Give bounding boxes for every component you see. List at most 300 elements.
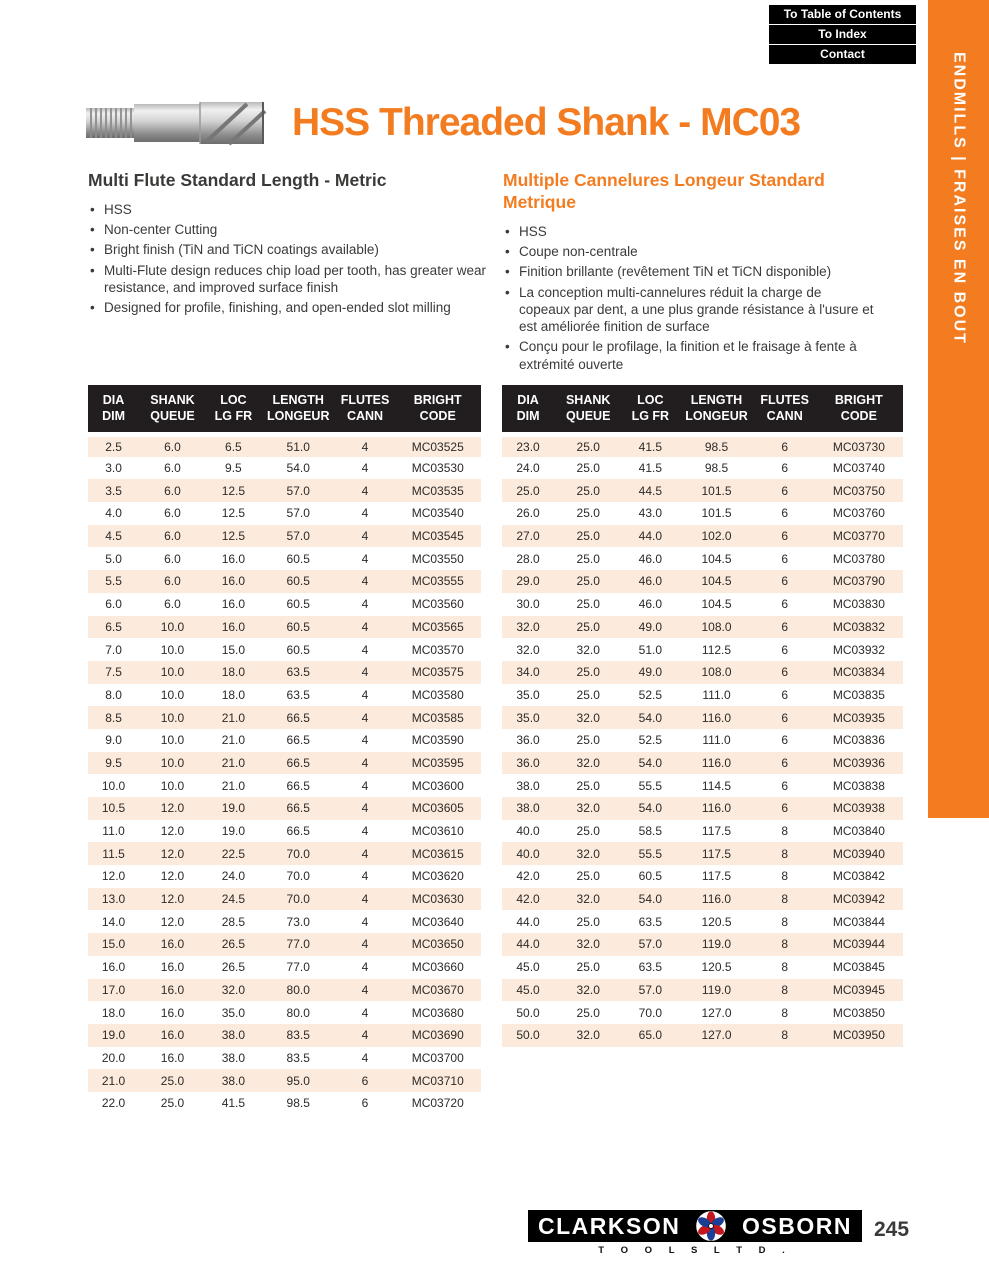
table-cell: 80.0 (286, 982, 310, 997)
table-cell: 2.5 (105, 439, 122, 454)
table-cell: 44.5 (638, 483, 663, 498)
bullet-item: • Finition brillante (revêtement TiN et TiCN disponible) (503, 263, 875, 280)
table-cell: 25.0 (576, 574, 600, 589)
bullet-item: • La conception multi-cannelures réduit la charge de copeaux par dent, a une plus grande résistance à l'usure et est améliorée finition de surface (503, 284, 875, 336)
table-cell: 25.0 (576, 439, 600, 454)
table-cell: 80.0 (286, 1005, 310, 1020)
table-cell: 16.0 (160, 1028, 185, 1043)
table-cell: 12.5 (221, 506, 246, 521)
table-cell: 25.0 (576, 665, 600, 680)
table-row (88, 752, 481, 775)
table-cell: MC03550 (411, 551, 464, 566)
table-cell: 10.0 (160, 710, 185, 725)
table-cell: MC03770 (832, 529, 885, 544)
table-cell: 54.0 (286, 461, 310, 476)
table-row (502, 525, 903, 548)
bullet-item: • Non-center Cutting (88, 221, 488, 238)
table-row (502, 774, 903, 797)
table-cell: 7.0 (105, 642, 122, 657)
table-cell: MC03670 (411, 982, 464, 997)
table-cell: 25.0 (576, 619, 600, 634)
table-cell: 21.0 (221, 778, 246, 793)
table-cell: 10.0 (160, 687, 185, 702)
table-cell: MC03944 (832, 937, 885, 952)
table-cell: 73.0 (286, 914, 310, 929)
page-title: HSS Threaded Shank - MC03 (292, 101, 801, 144)
table-cell: 54.0 (638, 710, 663, 725)
table-cell: 114.5 (701, 778, 732, 793)
table-row (502, 888, 903, 911)
table-cell: MC03530 (411, 461, 464, 476)
table-cell: MC03580 (411, 687, 464, 702)
table-column-header: FLUTES CANN (755, 385, 815, 434)
table-row (502, 842, 903, 865)
table-cell: 38.0 (221, 1073, 246, 1088)
table-cell: 24.5 (221, 892, 246, 907)
table-cell: 22.5 (221, 846, 246, 861)
table-cell: 21.0 (221, 710, 246, 725)
table-cell: 20.0 (101, 1050, 126, 1065)
table-cell: 4 (361, 597, 369, 612)
table-cell: 32.0 (576, 642, 600, 657)
table-cell: 63.5 (638, 960, 663, 975)
table-cell: 10.0 (160, 665, 185, 680)
table-cell: 60.5 (286, 574, 310, 589)
table-cell: 54.0 (638, 801, 663, 816)
table-cell: MC03640 (411, 914, 464, 929)
table-row (88, 842, 481, 865)
table-cell: 54.0 (638, 755, 663, 770)
table-cell: 25.0 (576, 687, 600, 702)
table-cell: 28.0 (516, 551, 540, 566)
table-cell: MC03555 (411, 574, 464, 589)
bullet-item: • Designed for profile, finishing, and open-ended slot milling (88, 299, 488, 316)
table-row (502, 547, 903, 570)
table-cell: 14.0 (101, 914, 126, 929)
table-column-header: SHANK QUEUE (139, 385, 206, 434)
table-cell: MC03936 (832, 755, 885, 770)
table-row (88, 457, 481, 480)
table-cell: 4 (361, 574, 369, 589)
table-cell: 8 (781, 869, 788, 884)
table-cell: 4 (361, 824, 369, 839)
table-cell: 60.5 (286, 551, 310, 566)
page-number: 245 (874, 1218, 910, 1241)
table-cell: 4 (361, 506, 369, 521)
table-cell: 6.0 (164, 574, 181, 589)
table-cell: MC03790 (832, 574, 885, 589)
table-cell: 46.0 (638, 551, 663, 566)
table-cell: 111.0 (702, 687, 731, 702)
table-cell: 4 (361, 892, 369, 907)
nav-contact-button[interactable]: Contact (769, 45, 916, 64)
table-cell: 58.5 (638, 824, 663, 839)
table-cell: 4 (361, 960, 369, 975)
table-cell: 51.0 (286, 439, 310, 454)
table-column-header: SHANK QUEUE (554, 385, 622, 434)
table-cell: 52.5 (638, 687, 663, 702)
table-cell: 4 (361, 778, 369, 793)
table-cell: 57.0 (638, 982, 663, 997)
table-cell: 6 (781, 461, 788, 476)
table-row (502, 956, 903, 979)
table-row (88, 502, 481, 525)
table-cell: 16.0 (221, 574, 246, 589)
table-cell: 6 (781, 506, 788, 521)
table-cell: 11.5 (102, 846, 125, 861)
section-heading-english: Multi Flute Standard Length - Metric (88, 170, 387, 190)
table-cell: 5.0 (105, 551, 122, 566)
table-cell: 6 (781, 439, 788, 454)
table-cell: 8 (781, 824, 788, 839)
table-cell: MC03620 (411, 869, 464, 884)
table-cell: MC03535 (411, 483, 464, 498)
table-cell: 6 (781, 755, 788, 770)
table-cell: 6 (781, 665, 788, 680)
table-cell: 38.0 (516, 778, 540, 793)
table-cell: 10.0 (160, 778, 185, 793)
table-cell: 29.0 (516, 574, 540, 589)
table-cell: 63.5 (638, 914, 663, 929)
table-row (502, 820, 903, 843)
nav-table-of-contents-button[interactable]: To Table of Contents (769, 5, 916, 24)
table-row (502, 457, 903, 480)
table-cell: 4 (361, 642, 369, 657)
table-cell: 6 (781, 687, 788, 702)
table-cell: 55.5 (638, 846, 663, 861)
table-cell: 98.5 (286, 1096, 310, 1111)
nav-index-button[interactable]: To Index (769, 25, 916, 44)
table-row (502, 729, 903, 752)
table-cell: 10.0 (160, 619, 185, 634)
table-cell: 16.0 (221, 551, 246, 566)
table-cell: 26.5 (221, 960, 246, 975)
table-cell: 41.5 (638, 461, 663, 476)
table-cell: 8.0 (105, 687, 122, 702)
section-tab-endmills (928, 0, 989, 818)
nav-buttons (769, 5, 916, 65)
table-cell: MC03740 (832, 461, 885, 476)
table-row (502, 570, 903, 593)
table-cell: 83.5 (286, 1028, 310, 1043)
table-cell: 3.0 (105, 461, 122, 476)
table-cell: MC03940 (832, 846, 885, 861)
table-cell: MC03836 (832, 733, 885, 748)
table-cell: 108.0 (701, 619, 732, 634)
table-cell: 35.0 (516, 710, 540, 725)
table-row (88, 706, 481, 729)
table-cell: 66.5 (286, 801, 310, 816)
table-cell: 6.0 (164, 439, 181, 454)
table-row (502, 684, 903, 707)
table-cell: MC03830 (832, 597, 885, 612)
table-cell: 21.0 (221, 733, 246, 748)
table-cell: 6 (781, 801, 788, 816)
table-row (502, 752, 903, 775)
table-cell: 4.0 (105, 506, 122, 521)
table-cell: 66.5 (286, 733, 310, 748)
description-english (88, 170, 488, 319)
table-cell: 12.0 (160, 869, 185, 884)
table-row (502, 434, 903, 457)
table-row (88, 638, 481, 661)
table-cell: 116.0 (701, 710, 732, 725)
table-cell: 54.0 (638, 892, 663, 907)
table-cell: 6 (361, 1096, 369, 1111)
table-cell: 16.0 (160, 982, 185, 997)
table-cell: MC03835 (832, 687, 885, 702)
bullet-item: • Bright finish (TiN and TiCN coatings available) (88, 241, 488, 258)
table-cell: 116.0 (701, 801, 732, 816)
table-cell: 25.0 (516, 483, 540, 498)
table-cell: 10.5 (101, 801, 126, 816)
table-column-header: LENGTH LONGEUR (261, 385, 336, 434)
table-cell: 10.0 (160, 642, 185, 657)
table-cell: 70.0 (286, 892, 310, 907)
table-row (88, 1001, 481, 1024)
table-cell: 25.0 (576, 869, 600, 884)
table-cell: MC03710 (411, 1073, 464, 1088)
table-row (88, 979, 481, 1002)
table-cell: 8 (781, 846, 788, 861)
table-cell: 26.5 (221, 937, 246, 952)
table-cell: 117.5 (701, 824, 732, 839)
table-row (88, 525, 481, 548)
table-cell: 22.0 (101, 1096, 126, 1111)
bullet-item: • Multi-Flute design reduces chip load per tooth, has greater wear resistance, and improved surface finish (88, 262, 488, 297)
table-cell: 24.0 (516, 461, 540, 476)
table-cell: 10.0 (160, 755, 185, 770)
table-cell: 8 (781, 914, 788, 929)
table-row (502, 910, 903, 933)
table-cell: 15.0 (221, 642, 246, 657)
table-cell: 32.0 (516, 642, 540, 657)
table-cell: 8.5 (105, 710, 122, 725)
table-cell: 6 (781, 642, 788, 657)
table-cell: 3.5 (105, 483, 122, 498)
table-cell: MC03560 (411, 597, 464, 612)
table-cell: 6.0 (105, 597, 122, 612)
table-row (502, 797, 903, 820)
table-cell: 8 (781, 960, 788, 975)
table-cell: 12.0 (160, 914, 185, 929)
table-cell: 16.0 (101, 960, 126, 975)
table-row (88, 616, 481, 639)
table-cell: 4 (361, 1028, 369, 1043)
table-cell: MC03605 (411, 801, 464, 816)
table-cell: 119.0 (701, 937, 732, 952)
table-cell: 34.0 (516, 665, 540, 680)
table-cell: 16.0 (160, 1050, 185, 1065)
table-row (88, 570, 481, 593)
logo-osborn: OSBORN (742, 1212, 852, 1239)
table-cell: 6 (781, 710, 788, 725)
table-cell: 60.5 (638, 869, 663, 884)
table-row (502, 479, 903, 502)
table-row (502, 706, 903, 729)
table-cell: 6 (781, 619, 788, 634)
table-row (502, 638, 903, 661)
table-cell: 9.5 (225, 461, 242, 476)
table-cell: 120.5 (701, 960, 732, 975)
table-cell: 4 (361, 982, 369, 997)
table-cell: 19.0 (101, 1028, 126, 1043)
table-cell: MC03615 (411, 846, 464, 861)
table-cell: 108.0 (701, 665, 732, 680)
table-cell: MC03942 (832, 892, 885, 907)
bullet-item: • Coupe non-centrale (503, 243, 875, 260)
table-cell: 111.0 (702, 733, 731, 748)
table-cell: 43.0 (638, 506, 663, 521)
table-cell: 32.0 (576, 1028, 600, 1043)
table-cell: 41.5 (221, 1096, 246, 1111)
table-cell: MC03845 (832, 960, 885, 975)
table-cell: MC03585 (411, 710, 464, 725)
table-cell: 4 (361, 914, 369, 929)
table-column-header: DIA DIM (88, 385, 139, 434)
logo-bar (528, 1210, 862, 1242)
table-cell: MC03750 (832, 483, 885, 498)
table-cell: 4 (361, 461, 369, 476)
table-cell: 6 (361, 1073, 369, 1088)
table-row (502, 933, 903, 956)
table-row (88, 547, 481, 570)
table-cell: 19.0 (221, 824, 246, 839)
table-cell: 24.0 (221, 869, 246, 884)
table-row (88, 661, 481, 684)
table-cell: MC03932 (832, 642, 885, 657)
table-cell: MC03570 (411, 642, 464, 657)
table-cell: 35.0 (516, 687, 540, 702)
table-cell: 4 (361, 529, 369, 544)
table-cell: 25.0 (576, 733, 600, 748)
table-cell: 77.0 (286, 937, 310, 952)
table-cell: 4 (361, 687, 369, 702)
table-cell: 57.0 (286, 483, 310, 498)
table-cell: 12.0 (101, 869, 126, 884)
table-cell: 40.0 (516, 846, 540, 861)
table-cell: 83.5 (286, 1050, 310, 1065)
table-row (88, 684, 481, 707)
table-cell: 25.0 (576, 483, 600, 498)
table-cell: 4 (361, 1005, 369, 1020)
table-cell: MC03780 (832, 551, 885, 566)
logo-tools-ltd: T O O L S L T D . (598, 1245, 792, 1256)
table-cell: 4 (361, 665, 369, 680)
table-cell: 25.0 (576, 529, 600, 544)
table-cell: MC03730 (832, 439, 885, 454)
table-cell: MC03630 (411, 892, 464, 907)
table-row (502, 593, 903, 616)
logo-clarkson: CLARKSON (538, 1212, 681, 1239)
table-cell: 4 (361, 801, 369, 816)
table-cell: 15.0 (101, 937, 126, 952)
table-cell: 49.0 (638, 665, 663, 680)
table-cell: 46.0 (638, 597, 663, 612)
table-header-row (88, 385, 481, 434)
table-cell: 18.0 (221, 687, 246, 702)
table-column-header: BRIGHT CODE (815, 385, 903, 434)
table-cell: 12.5 (221, 483, 246, 498)
table-cell: 16.0 (160, 960, 185, 975)
table-cell: MC03950 (832, 1028, 885, 1043)
table-cell: 10.0 (160, 733, 185, 748)
table-cell: MC03720 (411, 1096, 464, 1111)
table-cell: 4 (361, 483, 369, 498)
table-cell: 32.0 (576, 801, 600, 816)
table-cell: 6 (781, 551, 788, 566)
table-cell: 25.0 (160, 1096, 185, 1111)
table-cell: 26.0 (516, 506, 540, 521)
table-row (88, 1069, 481, 1092)
table-cell: 6 (781, 778, 788, 793)
table-cell: 6 (781, 529, 788, 544)
table-cell: 66.5 (286, 755, 310, 770)
table-cell: 41.5 (638, 439, 663, 454)
table-cell: 7.5 (105, 665, 122, 680)
table-cell: 13.0 (101, 892, 126, 907)
table-cell: 4 (361, 755, 369, 770)
table-cell: 32.0 (576, 892, 600, 907)
table-cell: 4 (361, 733, 369, 748)
table-cell: 32.0 (576, 755, 600, 770)
table-cell: 57.0 (286, 506, 310, 521)
table-cell: 40.0 (516, 824, 540, 839)
table-cell: 127.0 (701, 1028, 732, 1043)
table-cell: 16.0 (221, 597, 246, 612)
table-cell: MC03844 (832, 914, 885, 929)
table-cell: 32.0 (576, 982, 600, 997)
table-column-header: LENGTH LONGEUR (678, 385, 754, 434)
table-cell: 60.5 (286, 642, 310, 657)
table-cell: 77.0 (286, 960, 310, 975)
table-cell: MC03842 (832, 869, 885, 884)
table-row (88, 774, 481, 797)
table-cell: 6.0 (164, 597, 181, 612)
table-cell: 32.0 (576, 846, 600, 861)
table-cell: 21.0 (101, 1073, 126, 1088)
table-cell: 27.0 (516, 529, 540, 544)
table-row (502, 1024, 903, 1047)
table-cell: 8 (781, 982, 788, 997)
table-cell: 70.0 (286, 869, 310, 884)
table-cell: 18.0 (221, 665, 246, 680)
table-column-header: DIA DIM (502, 385, 554, 434)
table-cell: 95.0 (286, 1073, 310, 1088)
table-row (502, 1001, 903, 1024)
table-row (88, 820, 481, 843)
table-cell: MC03540 (411, 506, 464, 521)
table-cell: 9.5 (105, 755, 122, 770)
table-cell: 6 (781, 733, 788, 748)
table-cell: 66.5 (286, 710, 310, 725)
table-cell: 32.0 (576, 710, 600, 725)
table-row (502, 616, 903, 639)
table-row (88, 797, 481, 820)
description-french (503, 170, 875, 376)
table-cell: MC03832 (832, 619, 885, 634)
table-cell: 102.0 (701, 529, 732, 544)
table-cell: 35.0 (221, 1005, 246, 1020)
table-cell: 12.0 (160, 892, 185, 907)
table-cell: 5.5 (105, 574, 122, 589)
table-cell: 23.0 (516, 439, 540, 454)
table-cell: MC03834 (832, 665, 885, 680)
table-cell: 127.0 (701, 1005, 732, 1020)
table-row (88, 888, 481, 911)
table-cell: MC03935 (832, 710, 885, 725)
table-cell: 32.0 (221, 982, 246, 997)
